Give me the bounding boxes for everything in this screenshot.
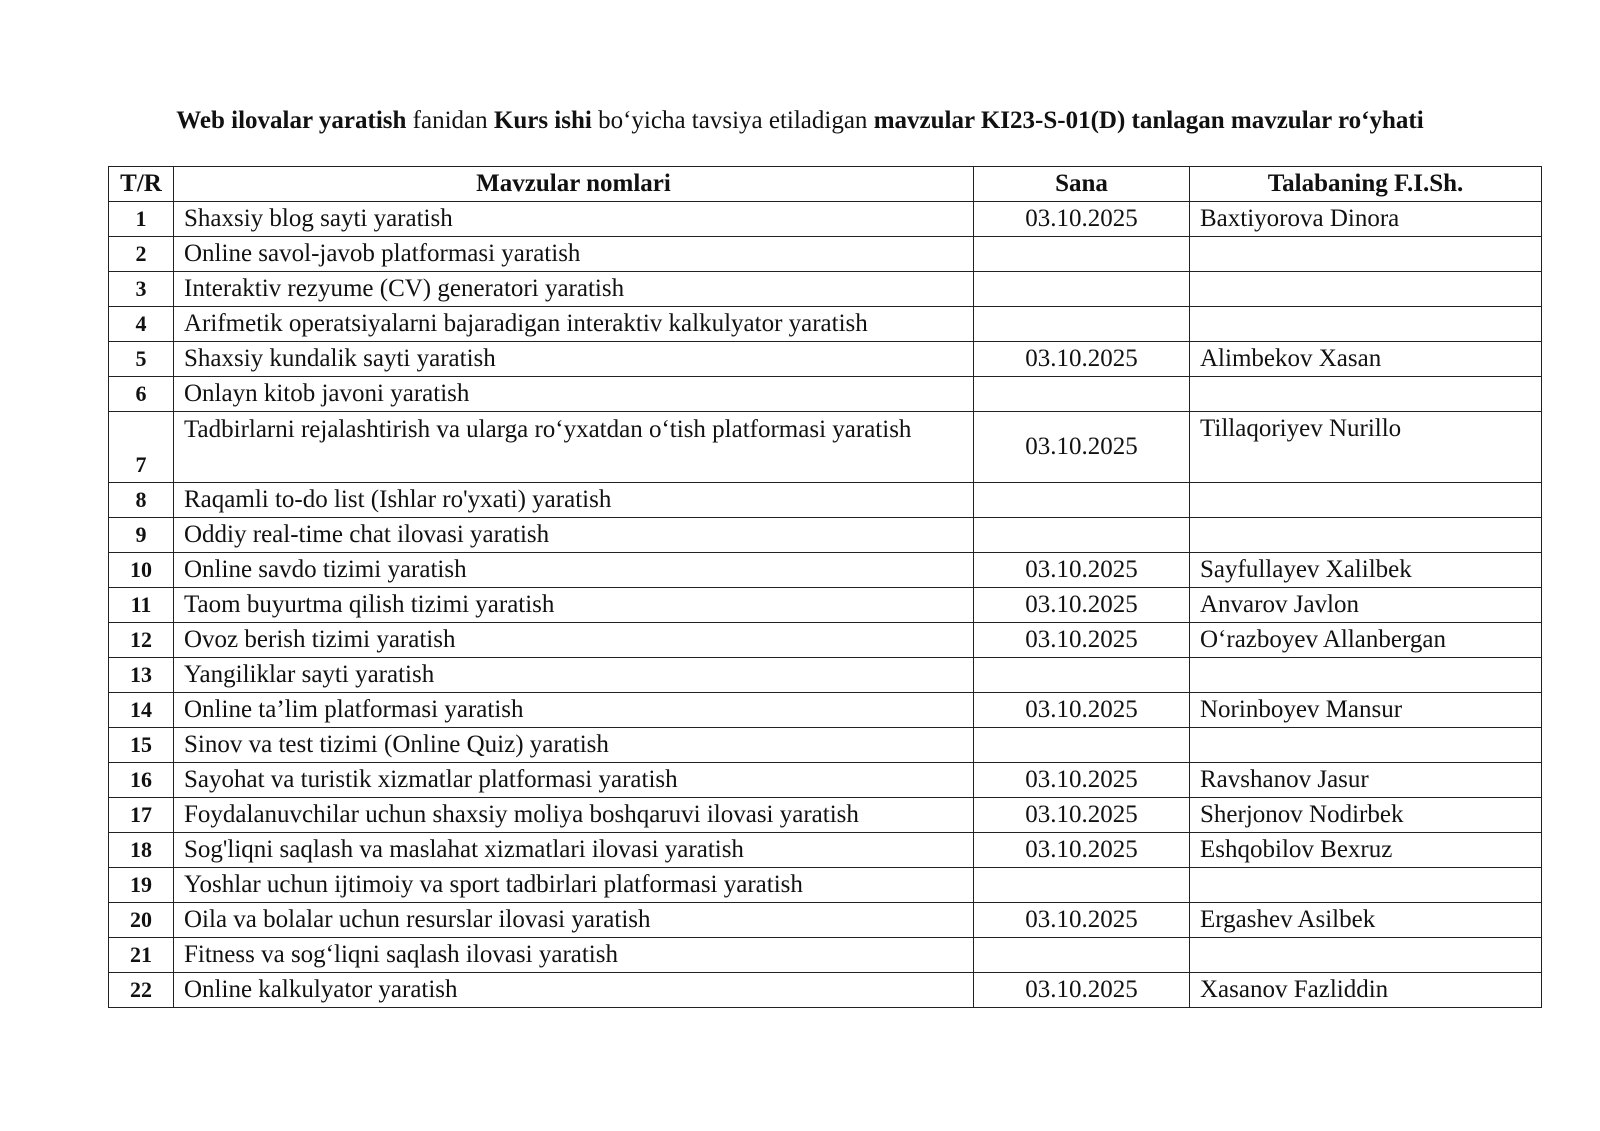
row-date: 03.10.2025	[974, 973, 1190, 1008]
row-date	[974, 377, 1190, 412]
row-student	[1190, 518, 1542, 553]
table-row	[109, 272, 1542, 307]
row-date	[974, 272, 1190, 307]
row-number: 9	[109, 518, 174, 553]
row-student: Sayfullayev Xalilbek	[1190, 553, 1542, 588]
row-student: Norinboyev Mansur	[1190, 693, 1542, 728]
row-date: 03.10.2025	[974, 588, 1190, 623]
row-topic: Taom buyurtma qilish tizimi yaratish	[174, 588, 974, 623]
row-date	[974, 728, 1190, 763]
row-student: Sherjonov Nodirbek	[1190, 798, 1542, 833]
row-date	[974, 307, 1190, 342]
row-topic: Online savol-javob platformasi yaratish	[174, 237, 974, 272]
table-row	[109, 483, 1542, 518]
row-number: 13	[109, 658, 174, 693]
table-row	[109, 903, 1542, 938]
row-date: 03.10.2025	[974, 342, 1190, 377]
table-row	[109, 237, 1542, 272]
table-row	[109, 868, 1542, 903]
row-topic: Shaxsiy kundalik sayti yaratish	[174, 342, 974, 377]
row-date: 03.10.2025	[974, 798, 1190, 833]
table-row	[109, 307, 1542, 342]
table-row	[109, 728, 1542, 763]
row-student: Xasanov Fazliddin	[1190, 973, 1542, 1008]
row-topic: Shaxsiy blog sayti yaratish	[174, 202, 974, 237]
row-student	[1190, 868, 1542, 903]
row-topic: Onlayn kitob javoni yaratish	[174, 377, 974, 412]
header-topic: Mavzular nomlari	[174, 167, 974, 202]
row-date: 03.10.2025	[974, 763, 1190, 798]
table-row	[109, 342, 1542, 377]
row-date	[974, 483, 1190, 518]
row-date	[974, 237, 1190, 272]
row-student	[1190, 938, 1542, 973]
row-topic: Sayohat va turistik xizmatlar platformasi yaratish	[174, 763, 974, 798]
table-row	[109, 553, 1542, 588]
row-number: 22	[109, 973, 174, 1008]
row-student	[1190, 658, 1542, 693]
row-student	[1190, 237, 1542, 272]
table-row	[109, 658, 1542, 693]
row-date	[974, 938, 1190, 973]
page-title	[0, 104, 1600, 138]
table-row	[109, 833, 1542, 868]
table-row	[109, 588, 1542, 623]
row-topic: Arifmetik operatsiyalarni bajaradigan interaktiv kalkulyator yaratish	[174, 307, 974, 342]
table-row	[109, 377, 1542, 412]
row-student	[1190, 377, 1542, 412]
table-row	[109, 623, 1542, 658]
table-row	[109, 412, 1542, 483]
row-number: 8	[109, 483, 174, 518]
row-topic: Raqamli to-do list (Ishlar ro'yxati) yaratish	[174, 483, 974, 518]
row-number: 15	[109, 728, 174, 763]
row-number: 2	[109, 237, 174, 272]
header-number: T/R	[109, 167, 174, 202]
table-row	[109, 763, 1542, 798]
row-date	[974, 518, 1190, 553]
row-student: Alimbekov Xasan	[1190, 342, 1542, 377]
row-date: 03.10.2025	[974, 623, 1190, 658]
row-number: 19	[109, 868, 174, 903]
row-date: 03.10.2025	[974, 833, 1190, 868]
row-topic: Yangiliklar sayti yaratish	[174, 658, 974, 693]
row-topic: Ovoz berish tizimi yaratish	[174, 623, 974, 658]
title-text-2: bo‘yicha tavsiya etiladigan	[591, 107, 874, 134]
row-number: 11	[109, 588, 174, 623]
row-topic: Foydalanuvchilar uchun shaxsiy moliya boshqaruvi ilovasi yaratish	[174, 798, 974, 833]
row-student: Tillaqoriyev Nurillo	[1190, 412, 1542, 483]
row-date: 03.10.2025	[974, 412, 1190, 483]
row-number: 10	[109, 553, 174, 588]
row-student	[1190, 307, 1542, 342]
row-student	[1190, 483, 1542, 518]
table-row	[109, 518, 1542, 553]
row-number: 12	[109, 623, 174, 658]
row-number: 14	[109, 693, 174, 728]
row-topic: Fitness va sog‘liqni saqlash ilovasi yaratish	[174, 938, 974, 973]
row-topic: Oddiy real-time chat ilovasi yaratish	[174, 518, 974, 553]
row-number: 20	[109, 903, 174, 938]
row-topic: Oila va bolalar uchun resurslar ilovasi yaratish	[174, 903, 974, 938]
row-number: 16	[109, 763, 174, 798]
row-number: 7	[109, 412, 174, 483]
row-student	[1190, 728, 1542, 763]
title-group: mavzular KI23-S-01(D) tanlagan mavzular ro‘yhati	[873, 107, 1424, 134]
row-student: Anvarov Javlon	[1190, 588, 1542, 623]
row-date: 03.10.2025	[974, 553, 1190, 588]
row-number: 21	[109, 938, 174, 973]
table-row	[109, 202, 1542, 237]
row-student: O‘razboyev Allanbergan	[1190, 623, 1542, 658]
title-subject: Web ilovalar yaratish	[176, 107, 407, 134]
row-number: 6	[109, 377, 174, 412]
table-body	[109, 202, 1542, 1008]
title-text-1: fanidan	[406, 107, 494, 134]
row-topic: Online savdo tizimi yaratish	[174, 553, 974, 588]
topics-table	[108, 166, 1542, 1008]
header-student: Talabaning F.I.Sh.	[1190, 167, 1542, 202]
row-number: 18	[109, 833, 174, 868]
header-date: Sana	[974, 167, 1190, 202]
row-number: 5	[109, 342, 174, 377]
row-student: Ergashev Asilbek	[1190, 903, 1542, 938]
table-row	[109, 798, 1542, 833]
row-student: Baxtiyorova Dinora	[1190, 202, 1542, 237]
row-date	[974, 658, 1190, 693]
title-work-type: Kurs ishi	[493, 107, 592, 134]
row-topic: Online ta’lim platformasi yaratish	[174, 693, 974, 728]
row-number: 4	[109, 307, 174, 342]
row-number: 1	[109, 202, 174, 237]
row-student: Ravshanov Jasur	[1190, 763, 1542, 798]
row-topic: Sog'liqni saqlash va maslahat xizmatlari ilovasi yaratish	[174, 833, 974, 868]
row-date: 03.10.2025	[974, 202, 1190, 237]
table-row	[109, 693, 1542, 728]
row-topic: Online kalkulyator yaratish	[174, 973, 974, 1008]
row-student	[1190, 272, 1542, 307]
row-date: 03.10.2025	[974, 903, 1190, 938]
row-number: 17	[109, 798, 174, 833]
table-row	[109, 973, 1542, 1008]
row-date	[974, 868, 1190, 903]
row-topic: Yoshlar uchun ijtimoiy va sport tadbirlari platformasi yaratish	[174, 868, 974, 903]
row-number: 3	[109, 272, 174, 307]
row-topic: Interaktiv rezyume (CV) generatori yaratish	[174, 272, 974, 307]
row-topic: Sinov va test tizimi (Online Quiz) yaratish	[174, 728, 974, 763]
table-row	[109, 938, 1542, 973]
row-date: 03.10.2025	[974, 693, 1190, 728]
row-topic: Tadbirlarni rejalashtirish va ularga ro‘yxatdan o‘tish platformasi yaratish	[174, 412, 974, 483]
row-student: Eshqobilov Bexruz	[1190, 833, 1542, 868]
table-header-row	[109, 167, 1542, 202]
